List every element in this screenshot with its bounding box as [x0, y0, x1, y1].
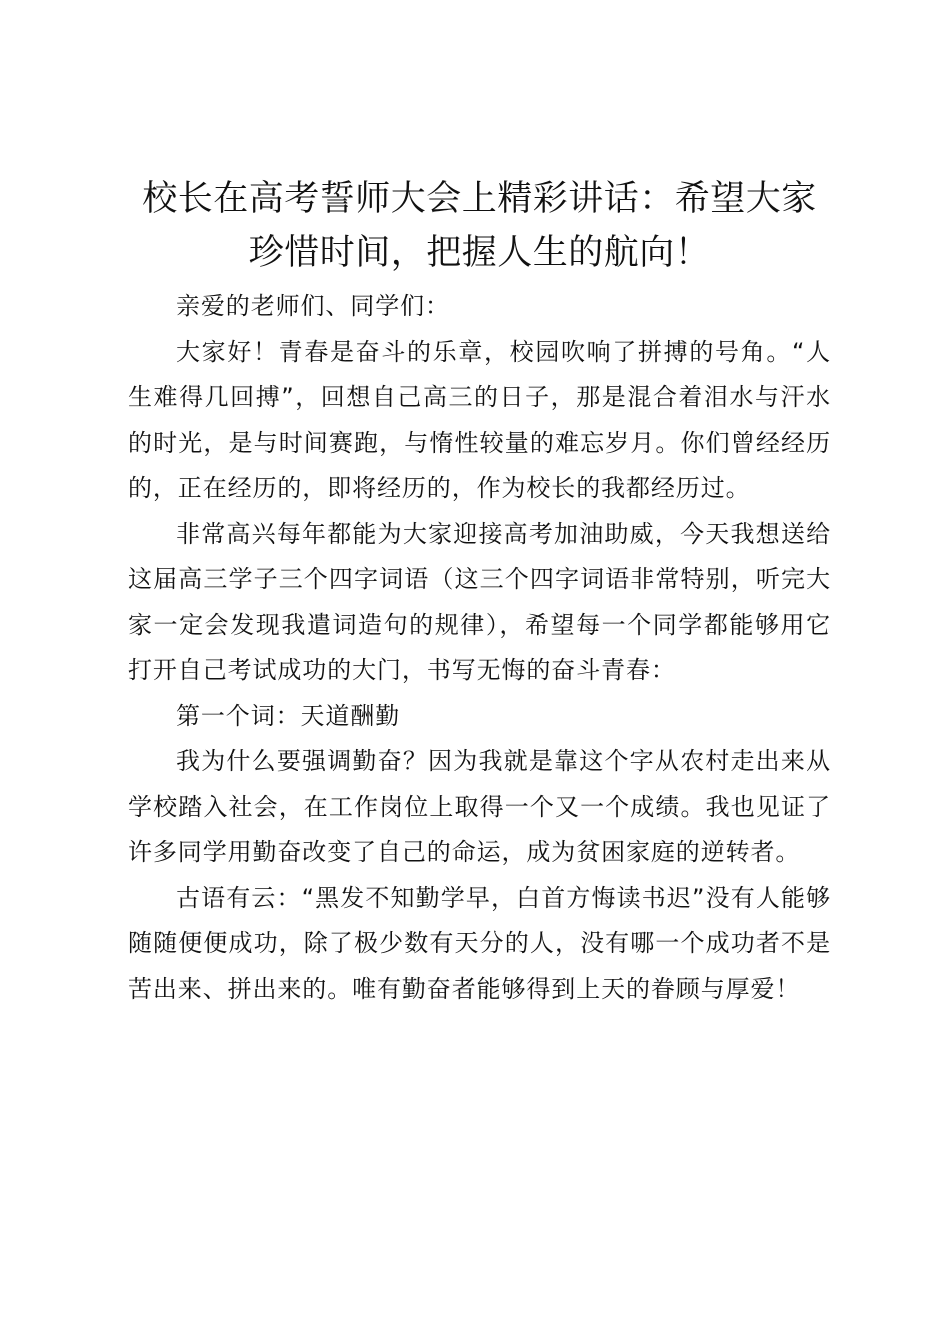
document-page [128, 172, 831, 1012]
paragraph-ancient-saying: 古语有云：“黑发不知勤学早，白首方悔读书迟”没有人能够随随便便成功，除了极少数有天分的人，没有哪一个成功者不是苦出来、拼出来的。唯有勤奋者能够得到上天的眷顾与厚爱！ [128, 883, 831, 1003]
greeting: 亲爱的老师们、同学们： [176, 292, 450, 320]
paragraph-diligence: 我为什么要强调勤奋？因为我就是靠这个字从农村走出来从学校踏入社会，在工作岗位上取得一个又一个成绩。我也见证了许多同学用勤奋改变了自己的命运，成为贫困家庭的逆转者。 [128, 747, 831, 866]
paragraph-opening: 大家好！青春是奋斗的乐章，校园吹响了拼搏的号角。“人生难得几回搏”，回想自己高三的日子，那是混合着泪水与汗水的时光，是与时间赛跑，与惰性较量的难忘岁月。你们曾经经历的，正在经历的，即将经历的，作为校长的我都经历过。 [128, 337, 831, 502]
heading-first-word: 第一个词：天道酬勤 [176, 701, 401, 730]
paragraph-three-words: 非常高兴每年都能为大家迎接高考加油助威，今天我想送给这届高三学子三个四字词语（这三个四字词语非常特别，听完大家一定会发现我遣词造句的规律），希望每一个同学都能够用它打开自己考试成功的大门，书写无悔的奋斗青春： [128, 519, 831, 684]
document-title: 校长在高考誓师大会上精彩讲话：希望大家珍惜时间，把握人生的航向！ [142, 179, 817, 273]
